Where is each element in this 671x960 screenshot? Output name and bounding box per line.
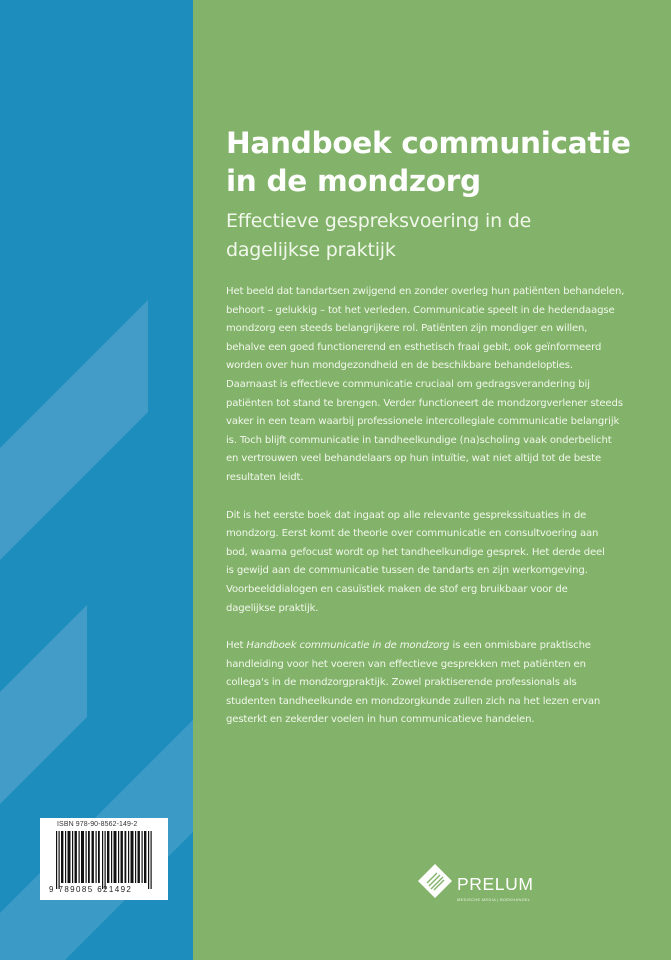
text-line: patiënten tot stand te brengen. Verder functioneert de mondzorgverlener steeds bbox=[226, 397, 623, 409]
blurb-paragraph-2 bbox=[226, 507, 656, 619]
text-fragment: is een onmisbare praktische bbox=[449, 640, 591, 652]
text-line: en vertrouwen veel behandelaars op hun intuïtie, wat niet altijd tot de beste bbox=[226, 453, 602, 465]
text-line: behalve een goed functionerend en esthetisch fraai gebit, ook geïnformeerd bbox=[226, 341, 602, 353]
text-line: is. Toch blijft communicatie in tandheelkundige (na)scholing vaak onderbelicht bbox=[226, 434, 612, 446]
publisher-name: PRELUM bbox=[457, 874, 534, 894]
publisher-logo bbox=[417, 863, 557, 913]
text-line: Voorbeelddialogen en casuïstiek maken de stof erg bruikbaar voor de bbox=[226, 583, 568, 595]
book-subtitle bbox=[226, 207, 531, 265]
title-line-2: in de mondzorg bbox=[226, 164, 481, 198]
book-title bbox=[226, 124, 631, 200]
isbn-label: ISBN 978-90-8562-149-2 bbox=[57, 821, 138, 828]
text-line: dagelijkse praktijk. bbox=[226, 602, 319, 614]
title-line-1: Handboek communicatie bbox=[226, 126, 631, 160]
text-line: vaker in een team waarbij professionele intercollegiale communicatie belangrijk bbox=[226, 416, 620, 428]
green-cover-panel bbox=[193, 0, 671, 960]
text-line: studenten tandheelkunde en mondzorgkunde zullen zich na het lezen ervan bbox=[226, 695, 601, 707]
text-line: is gewijd aan de communicatie tussen de tandarts en zijn werkomgeving. bbox=[226, 565, 588, 577]
text-line: gesterkt en zekerder voelen in hun communicatieve handelen. bbox=[226, 714, 535, 726]
text-line: bod, waarna gefocust wordt op het tandheelkundige gesprek. Het derde deel bbox=[226, 546, 605, 558]
blurb bbox=[226, 283, 656, 749]
text-line: mondzorg een steeds belangrijkere rol. Patiënten zijn mondiger en willen, bbox=[226, 323, 588, 335]
blurb-paragraph-3 bbox=[226, 637, 656, 730]
text-line: Het beeld dat tandartsen zwijgend en zonder overleg hun patiënten behandelen, bbox=[226, 286, 625, 297]
subtitle-line-2: dagelijkse praktijk bbox=[226, 239, 396, 261]
text-line: mondzorg. Eerst komt de theorie over communicatie en consultvoering aan bbox=[226, 528, 599, 540]
text-fragment: Het bbox=[226, 640, 247, 652]
text-line: Daarnaast is effectieve communicatie cruciaal om gedragsverandering bij bbox=[226, 378, 590, 390]
text-line: collega's in de mondzorgpraktijk. Zowel praktiserende professionals als bbox=[226, 677, 577, 689]
text-line: resultaten leidt. bbox=[226, 471, 304, 483]
book-title-italic: Handboek communicatie in de mondzorg bbox=[246, 640, 450, 652]
barcode-bars-icon bbox=[56, 831, 156, 889]
text-line: handleiding voor het voeren van effectieve gesprekken met patiënten en bbox=[226, 658, 586, 670]
text-line bbox=[226, 637, 656, 656]
text-line: Dit is het eerste boek dat ingaat op alle relevante gesprekssituaties in de bbox=[226, 509, 587, 521]
ean-digits: 9 789085 621492 bbox=[49, 885, 133, 894]
subtitle-line-1: Effectieve gespreksvoering in de bbox=[226, 210, 532, 232]
blurb-paragraph-1 bbox=[226, 283, 656, 488]
publisher-tagline: MEDISCHE MEDIA | BOEKHANDEL bbox=[457, 897, 531, 902]
blue-side-panel bbox=[0, 0, 193, 960]
isbn-barcode bbox=[40, 818, 168, 900]
text-line: behoort – gelukkig – tot het verleden. Communicatie speelt in de hedendaagse bbox=[226, 304, 615, 316]
text-line: worden over hun mondgezondheid en de beschikbare behandelopties. bbox=[226, 360, 573, 372]
decorative-chevron-shapes bbox=[0, 0, 193, 960]
prelum-diamond-logo-icon bbox=[417, 863, 453, 899]
